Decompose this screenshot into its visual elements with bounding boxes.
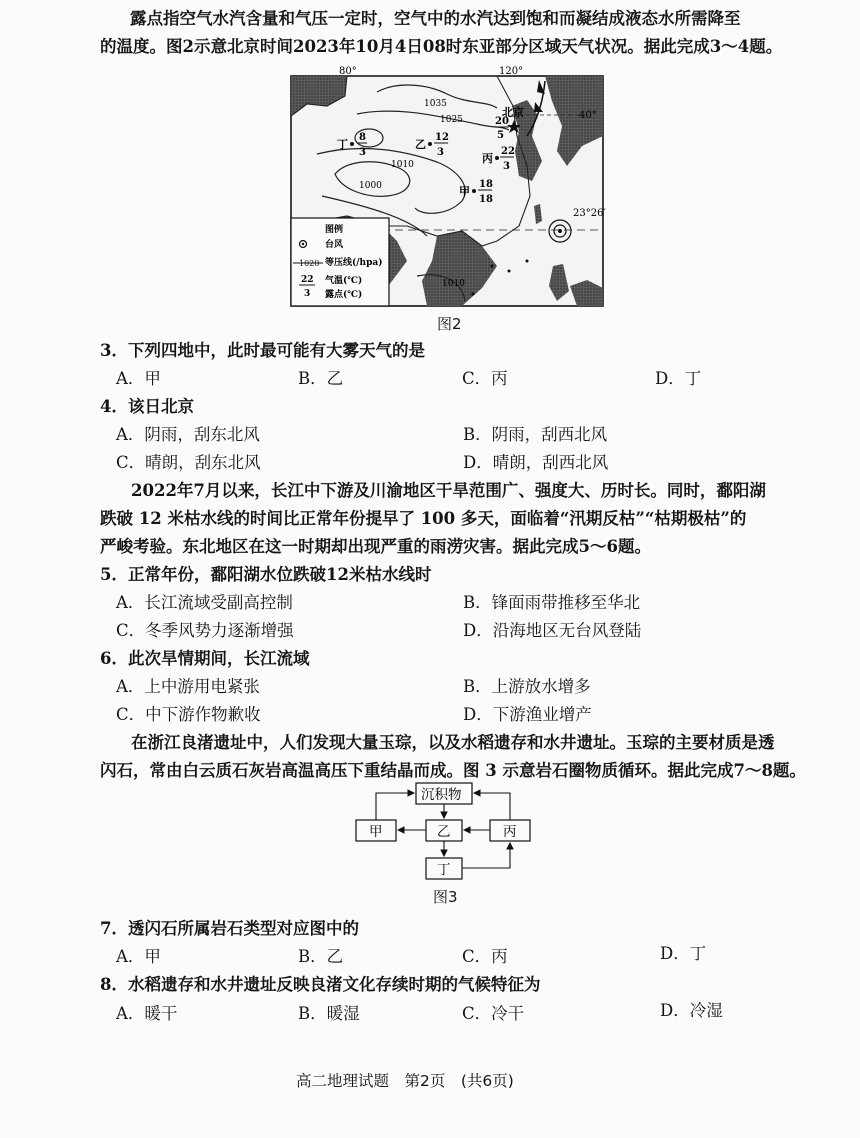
station-bing-dew: 3 — [503, 161, 510, 172]
station-jia-temp: 18 — [479, 179, 493, 190]
intro1-line1: 露点指空气水汽含量和气压一定时，空气中的水汽达到饱和而凝结成液态水所需降至 — [130, 9, 741, 28]
q5-stem: 5．正常年份，鄱阳湖水位跌破12米枯水线时 — [100, 565, 432, 584]
station-bing-name: 丙 — [482, 152, 493, 165]
station-jia-name: 甲 — [459, 185, 470, 198]
q5-option-a[interactable]: A．长江流域受副高控制 — [116, 593, 293, 612]
q3-option-c[interactable]: C．丙 — [462, 369, 508, 388]
intro3-line1: 在浙江良渚遗址中，人们发现大量玉琮，以及水稻遗存和水井遗址。玉琮的主要材质是透 — [131, 733, 775, 752]
q4-option-d[interactable]: D．晴朗，刮西北风 — [463, 453, 609, 472]
station-ding-dot — [350, 142, 354, 146]
box-sediment-label: 沉积物 — [421, 787, 462, 803]
arrow-jia-to-sediment — [376, 793, 414, 820]
box-bing-label: 丙 — [503, 824, 517, 840]
legend-title: 图例 — [325, 225, 344, 235]
box-yi-label: 乙 — [437, 824, 451, 840]
lat-tropic-label: 23°26′ — [573, 208, 606, 219]
q5-option-c[interactable]: C．冬季风势力逐渐增强 — [116, 621, 294, 640]
legend-dew-sample: 3 — [304, 289, 311, 299]
q4-option-b[interactable]: B．阴雨，刮西北风 — [463, 425, 608, 444]
lon-80-label: 80° — [339, 66, 357, 77]
isobar-label-1035: 1035 — [424, 99, 447, 109]
beijing-dew: 5 — [497, 130, 504, 141]
legend-temp-label: 气温(℃) — [325, 276, 363, 286]
q8-stem: 8．水稻遗存和水井遗址反映良渚文化存续时期的气候特征为 — [100, 975, 541, 994]
q8-option-d[interactable]: D．冷湿 — [660, 1001, 723, 1020]
beijing-temp: 20 — [495, 116, 509, 127]
q7-stem: 7．透闪石所属岩石类型对应图中的 — [100, 919, 359, 938]
q7-option-d[interactable]: D．丁 — [660, 944, 707, 963]
station-bing-temp: 22 — [501, 146, 515, 157]
q3-stem: 3．下列四地中，此时最可能有大雾天气的是 — [100, 341, 425, 360]
map-legend — [291, 218, 389, 306]
station-ding-temp: 8 — [359, 132, 366, 143]
q4-stem: 4．该日北京 — [100, 397, 194, 416]
station-jia-dot — [472, 189, 476, 193]
q3-option-a[interactable]: A．甲 — [116, 369, 161, 388]
q3-option-b[interactable]: B．乙 — [298, 369, 344, 388]
q5-option-d[interactable]: D．沿海地区无台风登陆 — [463, 621, 642, 640]
q5-option-b[interactable]: B．锋面雨带推移至华北 — [463, 593, 641, 612]
q6-option-b[interactable]: B．上游放水增多 — [463, 677, 591, 696]
intro2-line2: 跌破 12 米枯水线的时间比正常年份提早了 100 多天，面临着“汛期反枯”“枯期极枯”的 — [100, 509, 747, 528]
isobar-label-1000: 1000 — [359, 181, 382, 191]
q6-stem: 6．此次旱情期间，长江流域 — [100, 649, 310, 668]
intro2-line1: 2022年7月以来，长江中下游及川渝地区干旱范围广、强度大、历时长。同时，鄱阳湖 — [131, 481, 766, 500]
page-footer: 高二地理试题 第2页 (共6页) — [296, 1072, 514, 1090]
q6-option-d[interactable]: D．下游渔业增产 — [463, 705, 592, 724]
station-yi-dew: 3 — [437, 147, 444, 158]
arrow-bing-to-sediment — [474, 793, 510, 820]
q8-option-a[interactable]: A．暖干 — [116, 1004, 178, 1023]
q8-option-b[interactable]: B．暖湿 — [298, 1004, 360, 1023]
intro1-line2: 的温度。图2示意北京时间2023年10月4日08时东亚部分区域天气状况。据此完成3～4题。 — [100, 37, 783, 56]
q4-option-a[interactable]: A．阴雨，刮东北风 — [116, 425, 260, 444]
station-bing-dot — [495, 156, 499, 160]
station-ding-dew: 3 — [359, 147, 366, 158]
q4-option-c[interactable]: C．晴朗，刮东北风 — [116, 453, 261, 472]
figure2-caption: 图2 — [437, 315, 462, 333]
station-ding-name: 丁 — [337, 138, 348, 151]
arrow-ding-to-bing — [462, 843, 510, 868]
figure3-caption: 图3 — [433, 888, 458, 906]
q3-option-d[interactable]: D．丁 — [655, 369, 702, 388]
legend-isobar-label: 等压线(/hpa) — [325, 258, 383, 268]
q7-option-b[interactable]: B．乙 — [298, 947, 344, 966]
station-yi-temp: 12 — [435, 132, 449, 143]
q8-option-c[interactable]: C．冷干 — [462, 1004, 525, 1023]
legend-isobar-sample: 1020 — [299, 259, 320, 268]
station-jia-dew: 18 — [479, 194, 493, 205]
isobar-label-1010-south: 1010 — [442, 279, 465, 289]
isobar-label-1025: 1025 — [440, 115, 463, 125]
isobar-label-1010: 1010 — [391, 160, 414, 170]
lon-120-label: 120° — [499, 66, 524, 77]
legend-temp-sample: 22 — [301, 275, 314, 285]
q6-option-a[interactable]: A．上中游用电紧张 — [116, 677, 260, 696]
q6-option-c[interactable]: C．中下游作物歉收 — [116, 705, 261, 724]
beijing-label: 北京 — [502, 106, 524, 119]
legend-typhoon-label: 台风 — [325, 240, 344, 250]
legend-dew-label: 露点(℃) — [325, 290, 363, 300]
station-yi-name: 乙 — [415, 138, 426, 151]
q7-option-c[interactable]: C．丙 — [462, 947, 508, 966]
rock-cycle-diagram — [350, 780, 540, 886]
q7-option-a[interactable]: A．甲 — [116, 947, 161, 966]
box-jia-label: 甲 — [369, 824, 383, 840]
box-ding-label: 丁 — [437, 862, 451, 878]
weather-map — [287, 66, 607, 322]
intro2-line3: 严峻考验。东北地区在这一时期却出现严重的雨涝灾害。据此完成5～6题。 — [100, 537, 651, 556]
lat-40-label: 40° — [579, 110, 597, 121]
station-yi-dot — [428, 142, 432, 146]
intro3-line2: 闪石，常由白云质石灰岩高温高压下重结晶而成。图 3 示意岩石圈物质循环。据此完成7～8题。 — [100, 761, 806, 780]
